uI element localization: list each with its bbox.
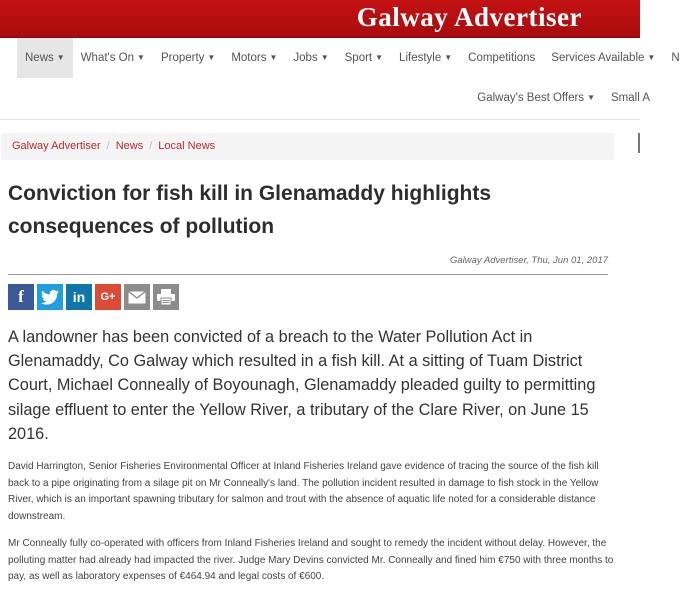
nav-item-label: Sport: [344, 52, 373, 64]
nav-item-motors[interactable]: [223, 38, 285, 78]
nav-item-label: What's On: [80, 52, 135, 64]
linkedin-icon[interactable]: in: [66, 284, 92, 310]
caret-down-icon: ▼: [444, 53, 453, 62]
facebook-icon[interactable]: f: [8, 284, 34, 310]
article-title: Conviction for fish kill in Glenamaddy highlights consequences of pollution: [8, 182, 492, 238]
article-byline: Galway Advertiser, Thu, Jun 01, 2017: [449, 255, 608, 266]
google-plus-icon[interactable]: G+: [95, 284, 121, 310]
caret-down-icon: ▼: [207, 53, 216, 62]
article-paragraph: Mr Conneally fully co-operated with officers from Inland Fisheries Ireland and sought to remedy the incident without delay. However, the polluting matter had already had impacted the river. Judge Mary Devins convicted Mr. Conneally and fined him €750 with three months to pay, as well as laboratory expenses of €464.94 and legal costs of €600.: [8, 538, 614, 582]
caret-down-icon: ▼: [269, 53, 278, 62]
divider: [8, 274, 608, 275]
nav-item-whats-on[interactable]: [73, 38, 153, 78]
twitter-icon[interactable]: [37, 284, 63, 310]
site-header: [0, 0, 640, 38]
breadcrumb-link-home[interactable]: Galway Advertiser: [12, 140, 101, 152]
caret-down-icon: ▼: [647, 53, 656, 62]
nav-item-news[interactable]: [17, 38, 73, 78]
nav-item-property[interactable]: [153, 38, 223, 78]
nav-item-sport[interactable]: [337, 38, 391, 78]
breadcrumb-link-local-news[interactable]: Local News: [158, 140, 216, 152]
article-paragraph: David Harrington, Senior Fisheries Environmental Officer at Inland Fisheries Ireland gave evidence of tracing the source of the fish kill back to a pipe originating from a silage pit on Mr Conneally's land. The pollution incident resulted in damage to fish stock in the Yellow River, which is an important spawning tributary for salmon and trout with the absence of aquatic life noted for a considerable distance downstream.: [8, 461, 599, 522]
nav-item-services-available[interactable]: [543, 38, 663, 78]
nav-item-small-ads[interactable]: [603, 78, 658, 118]
nav-item-label: Jobs: [293, 52, 318, 64]
breadcrumb: [1, 133, 614, 160]
email-icon[interactable]: [124, 284, 150, 310]
breadcrumb-separator: /: [149, 140, 153, 152]
nav-row-primary: [17, 38, 688, 78]
nav-item-label: News: [25, 52, 54, 64]
print-icon[interactable]: [153, 284, 179, 310]
nav-item-lifestyle[interactable]: [391, 38, 460, 78]
article-lead: A landowner has been convicted of a breach to the Water Pollution Act in Glenamaddy, Co Galway which resulted in a fish kill. At a sitting of Tuam District Court, Michael Conneally of Boyounagh, Glenamaddy pleaded guilty to permitting silage effluent to enter the Yellow River, a tributary of the Clare River, on June 15 2016.: [8, 328, 596, 443]
nav-item-label: Property: [160, 52, 205, 64]
nav-item-jobs[interactable]: [285, 38, 336, 78]
breadcrumb-separator: /: [106, 140, 110, 152]
nav-item-label: Motors: [231, 52, 267, 64]
nav-item-label: Services Available: [551, 52, 645, 64]
caret-down-icon: ▼: [587, 93, 595, 102]
caret-down-icon: ▼: [320, 53, 329, 62]
caret-down-icon: ▼: [375, 53, 384, 62]
share-bar: [8, 284, 179, 310]
nav-item-label: Competitions: [468, 52, 536, 64]
sidebar-edge: [638, 133, 640, 153]
nav-item-label: Lifestyle: [399, 52, 442, 64]
breadcrumb-link-news[interactable]: News: [115, 140, 144, 152]
nav-item-label: Small A: [611, 92, 650, 104]
caret-down-icon: ▼: [137, 53, 145, 62]
caret-down-icon: ▼: [56, 53, 65, 62]
nav-item-competitions[interactable]: [460, 38, 543, 78]
nav-item-label: Galway's Best Offers: [477, 92, 585, 104]
nav-item-truncated[interactable]: [663, 38, 687, 78]
main-nav: [0, 38, 680, 120]
nav-row-secondary: [469, 78, 658, 118]
nav-item-label: N: [671, 52, 680, 64]
nav-item-best-offers[interactable]: [469, 78, 603, 118]
site-logo[interactable]: Galway Advertiser: [356, 2, 582, 32]
